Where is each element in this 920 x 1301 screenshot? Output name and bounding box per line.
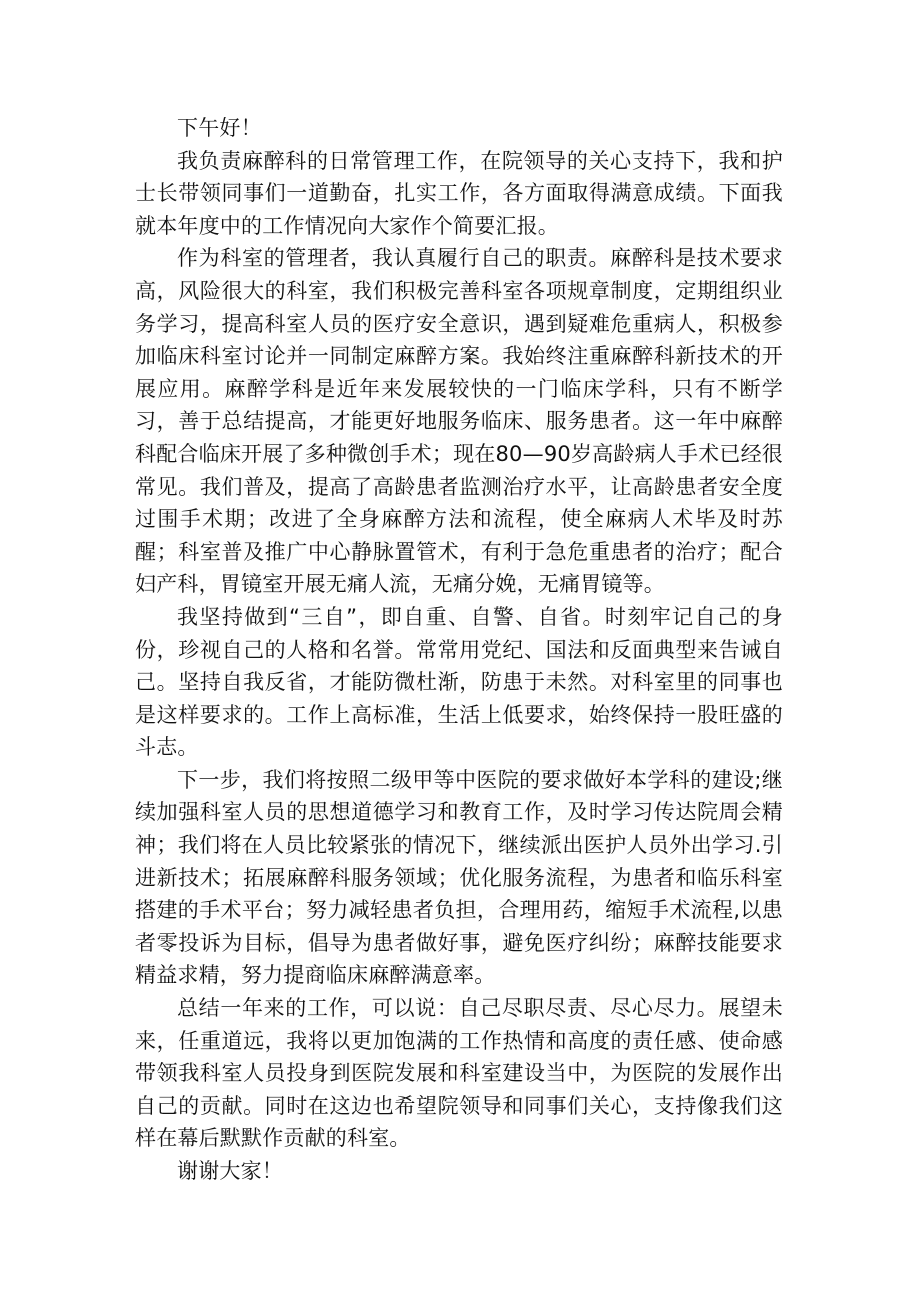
paragraph-thanks: 谢谢大家！ [177,1159,283,1183]
document-body [135,112,783,1188]
paragraph-three-self: 我坚持做到“三自”，即自重、自警、自省。时刻牢记自己的身份，珍视自己的人格和名誉。常常用党纪、国法和反面典型来告诫自己。坚持自我反省，才能防微杜渐，防患于未然。对科室里的同事也是这样要求的。工作上高标准，生活上低要求，始终保持一股旺盛的斗志。 [135,604,783,760]
paragraph-greeting: 下午好！ [177,116,262,140]
paragraph-management-duties: 作为科室的管理者，我认真履行自己的职责。麻醉科是技术要求高，风险很大的科室，我们积极完善科室各项规章制度，定期组织业务学习，提高科室人员的医疗安全意识，遇到疑难危重病人，积极参加临床科室讨论并一同制定麻醉方案。我始终注重麻醉科新技术的开展应用。麻醉学科是近年来发展较快的一门临床学科，只有不断学习，善于总结提高，才能更好地服务临床、服务患者。这一年中麻醉科配合临床开展了多种微创手术；现在80—90岁高龄病人手术已经很常见。我们普及，提高了高龄患者监测治疗水平，让高龄患者安全度过围手术期；改进了全身麻醉方法和流程，使全麻病人术毕及时苏醒；科室普及推广中心静脉置管术，有利于急危重患者的治疗；配合妇产科，胃镜室开展无痛人流，无痛分娩，无痛胃镜等。 [135,246,783,597]
paragraph-next-steps: 下一步，我们将按照二级甲等中医院的要求做好本学科的建设;继续加强科室人员的思想道德学习和教育工作，及时学习传达院周会精神；我们将在人员比较紧张的情况下，继续派出医护人员外出学习.引进新技术；拓展麻醉科服务领域；优化服务流程，为患者和临乐科室搭建的手术平台；努力减轻患者负担，合理用药，缩短手术流程,以患者零投诉为目标，倡导为患者做好事，避免医疗纠纷；麻醉技能要求精益求精，努力提商临床麻醉满意率。 [135,767,783,988]
paragraph-introduction: 我负责麻醉科的日常管理工作，在院领导的关心支持下，我和护士长带领同事们一道勤奋，扎实工作，各方面取得满意成绩。下面我就本年度中的工作情况向大家作个简要汇报。 [135,148,783,238]
paragraph-summary: 总结一年来的工作，可以说：自己尽职尽责、尽心尽力。展望未来，任重道远，我将以更加饱满的工作热情和高度的责任感、使命感带领我科室人员投身到医院发展和科室建设当中，为医院的发展作出自己的贡献。同时在这边也希望院领导和同事们关心，支持像我们这样在幕后默默作贡献的科室。 [135,996,783,1151]
